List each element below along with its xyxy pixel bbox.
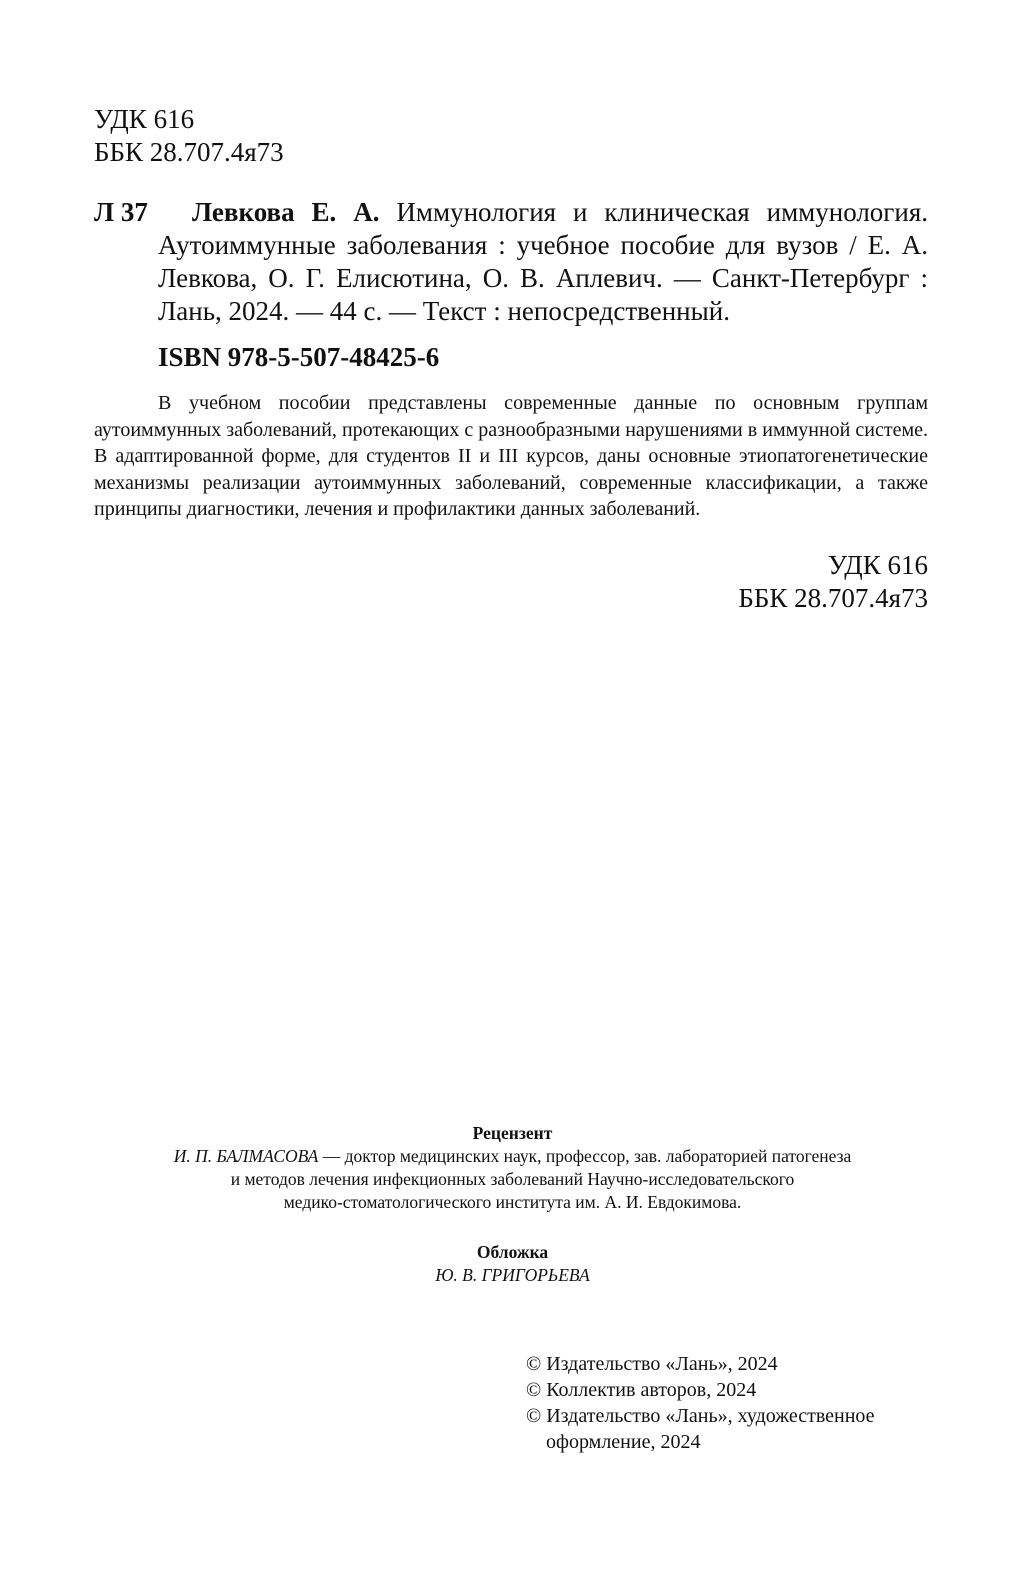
classification-bottom (738, 549, 928, 615)
bibliographic-description (158, 196, 928, 328)
description-text: Иммунология и клиническая иммунология. Аутоиммунные заболевания : учебное пособие для вузов / Е. А. Левкова, О. Г. Елисютина, О. В. Аплевич. — Санкт-Петербург : Лань, 2024. — 44 с. — Текст : непосредственный. (158, 197, 928, 326)
reviewer-credentials: — доктор медицинских наук, профессор, зав. лабораторией патогенеза (318, 1146, 852, 1166)
author-sign-code: Л 37 (94, 197, 148, 227)
reviewer-heading: Рецензент (472, 1123, 553, 1143)
cover-heading: Обложка (476, 1242, 549, 1262)
cover-designer-name: Ю. В. ГРИГОРЬЕВА (435, 1265, 590, 1285)
cover-block (0, 1241, 1025, 1287)
bbk-code: ББК 28.707.4я73 (738, 583, 928, 613)
copyright-block (526, 1351, 875, 1455)
reviewer-line-1 (0, 1145, 1025, 1168)
reviewer-line-2: и методов лечения инфекционных заболеваний Научно-исследовательского (230, 1169, 795, 1189)
reviewer-name: И. П. БАЛМАСОВА (173, 1146, 319, 1166)
copyright-line: оформление, 2024 (546, 1431, 701, 1453)
copyright-line: © Коллектив авторов, 2024 (526, 1379, 757, 1401)
bbk-code: ББК 28.707.4я73 (94, 137, 284, 167)
bibliographic-record (94, 196, 928, 328)
copyright-line: © Издательство «Лань», 2024 (526, 1353, 778, 1375)
author-name: Левкова Е. А. (192, 197, 380, 227)
reviewer-line-3: медико-стоматологического института им. А. И. Евдокимова. (283, 1192, 742, 1212)
isbn: ISBN 978-5-507-48425-6 (158, 342, 440, 372)
udk-code: УДК 616 (827, 550, 928, 580)
reviewer-block (0, 1122, 1025, 1214)
classification-top (94, 103, 284, 169)
udk-code: УДК 616 (94, 104, 195, 134)
copyright-line: © Издательство «Лань», художественное (526, 1405, 875, 1427)
annotation: В учебном пособии представлены современные данные по основным группам аутоиммунных заболеваний, протекающих с разнообразными нарушениями в иммунной системе. В адаптированной форме, для студентов II и III курсов, даны основные этиопатогенетические механизмы реализации аутоиммунных заболеваний, современные классификации, а также принципы диагностики, лечения и профилактики данных заболеваний. (94, 392, 928, 520)
